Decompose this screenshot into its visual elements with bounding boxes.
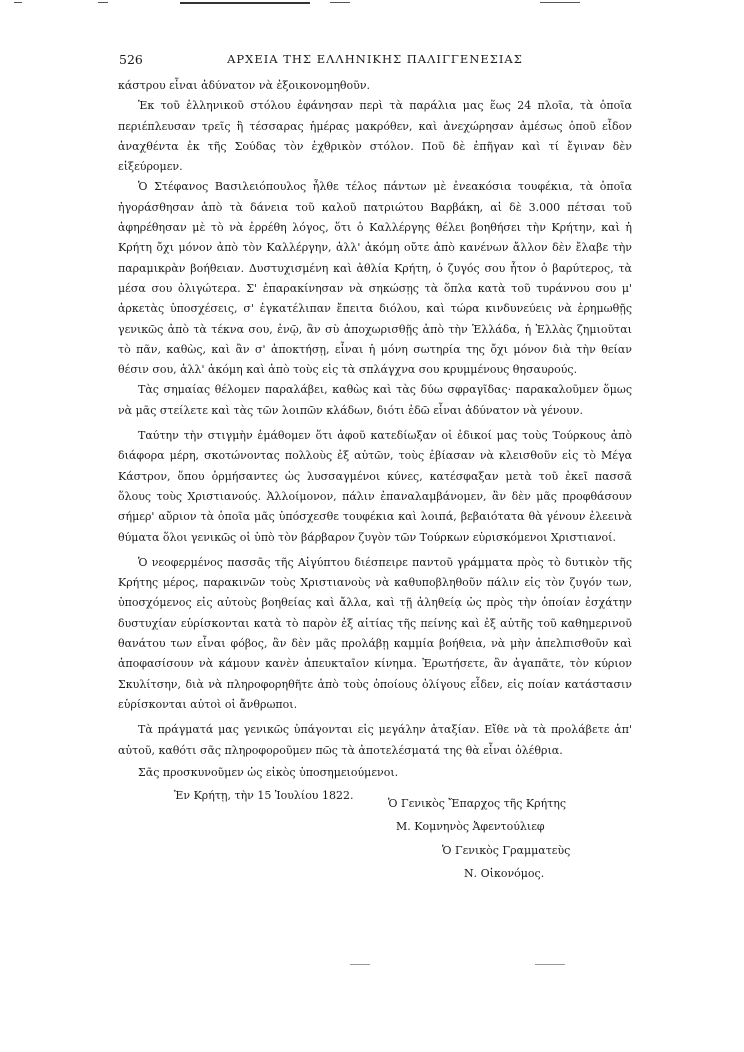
signature-title-secretary: Ὁ Γενικὸς Γραμματεὺς	[442, 843, 571, 857]
paragraph-egypt-pasha: Ὁ νεοφερμένος πασσᾶς τῆς Αἰγύπτου διέσπειρε παντοῦ γράμματα πρὸς τὸ δυτικὸν τῆς Κρήτης μέρος, παρακινῶν τοὺς Χριστιανοὺς νὰ καθυποβληθοῦν πάλιν εἰς τὸν ζυγόν των, ὑποσχόμενος εἰς αὐτοὺς βοηθείας καὶ ἄλλα, καὶ τῇ ἀληθείᾳ ὡς πρὸς τὴν ὁποίαν ἐσχάτην δυστυχίαν εὑρίσκονται κατὰ τὸ παρὸν ἐξ αἰτίας τῆς πείνης καὶ ἐξ αὐτῆς τοῦ καθημερινοῦ θανάτου των εἶναι φόβος, ἂν δὲν μᾶς προλάβῃ καμμία βοήθεια, νὰ μὴν ἀπελπισθοῦν καὶ ἀποφασίσουν νὰ κάμουν κανὲν ἀπευκταῖον κίνημα. Ἐρωτήσετε, ἂν ἀγαπᾶτε, τὸν κύριον Σκυλίτσην, διὰ νὰ πληροφορηθῆτε ἀπὸ τοὺς ὁποίους ὀλίγους εἶδεν, εἰς ποίαν κατάστασιν εὑρίσκονται αὐτοὶ οἱ ἄνθρωποι.	[118, 555, 632, 711]
paragraph-disorder: Τὰ πράγματά μας γενικῶς ὑπάγονται εἰς μεγάλην ἀταξίαν. Εἴθε νὰ τὰ προλάβετε ἀπ' αὐτοῦ, καθότι σᾶς πληροφοροῦμεν πῶς τὰ ἀποτελέσματά της θὰ εἶναι ὀλέθρια.	[118, 723, 632, 757]
signature-name-secretary: Ν. Οἰκονόμος.	[464, 867, 545, 881]
signature-block	[118, 792, 632, 886]
letter-body	[118, 76, 632, 806]
paragraph-greek-fleet: Ἐκ τοῦ ἑλληνικοῦ στόλου ἐφάνησαν περὶ τὰ παράλια μας ἕως 24 πλοῖα, τὰ ὁποῖα περιέπλευσαν τρεῖς ἢ τέσσαρας ἡμέρας μακρόθεν, καὶ ἀνεχώρησαν ἀμέσως ὁποῦ εἶδον ἀναχθέντα ἐκ τῆς Σούδας τὸν ἐχθρικὸν στόλον. Ποῦ δὲ ἐπῆγαν καὶ τί ἔγιναν δὲν εἰξεύρομεν.	[118, 99, 632, 174]
page-header	[119, 52, 631, 68]
signature-name-governor: Μ. Κομνηνὸς Ἀφεντούλιεφ	[396, 820, 545, 834]
dateline: Ἐν Κρήτῃ, τὴν 15 Ἰουλίου 1822.	[174, 789, 354, 803]
paragraph-flags-seals: Τὰς σημαίας θέλομεν παραλάβει, καθὼς καὶ τὰς δύω σφραγῖδας· παρακαλοῦμεν ὅμως νὰ μᾶς στείλετε καὶ τὰς τῶν λοιπῶν κλάδων, διότι ἐδῶ εἶναι ἀδύνατον νὰ γένουν.	[118, 383, 632, 417]
closing-line: Σᾶς προσκυνοῦμεν ὡς εἰκὸς ὑποσημειούμενοι.	[138, 765, 399, 779]
paragraph-megalo-kastro: Ταύτην τὴν στιγμὴν ἐμάθομεν ὅτι ἀφοῦ κατεδίωξαν οἱ ἐδικοί μας τοὺς Τούρκους ἀπὸ διάφορα μέρη, σκοτώνοντας πολλοὺς ἐξ αὐτῶν, τοὺς ἐβίασαν νὰ κλεισθοῦν εἰς τὸ Μέγα Κάστρον, ὅπου ὁρμήσαντες ὡς λυσσαγμένοι κύνες, κατέσφαξαν μετὰ τοῦ ἐκεῖ πασσᾶ ὅλους τοὺς Χριστιανούς. Ἀλλοίμονον, πάλιν ἐπαναλαμβάνομεν, ἂν δὲν μᾶς προφθάσουν σήμερ' αὔριον τὰ ὁποῖα μᾶς ὑπόσχεσθε τουφέκια καὶ λοιπά, βεβαιότατα θὰ γένουν ἐλεεινὰ θύματα ὅλοι γενικῶς οἱ ὑπὸ τὸν βάρβαρον ζυγὸν τῶν Τούρκων εὑρισκόμενοι Χριστιανοί.	[118, 429, 632, 544]
page-number: 526	[119, 52, 143, 67]
paragraph-stefanos: Ὁ Στέφανος Βασιλειόπουλος ἦλθε τέλος πάντων μὲ ἐνεακόσια τουφέκια, τὰ ὁποῖα ἠγοράσθησαν ἀπὸ τὰ δάνεια τοῦ καλοῦ πατριώτου Βαρβάκη, αἱ δὲ 3.000 πέτσαι τοῦ ἀφηρέθησαν μὲ τὸ νὰ ἐρρέθη λόγος, ὅτι ὁ Καλλέργης θέλει βοηθήσει τὴν Κρήτην, καὶ ἡ Κρήτη ὄχι μόνον ἀπὸ τὸν Καλλέργην, ἀλλ' ἀκόμη οὔτε ἀπὸ κανένων ἄλλον δὲν ἔλαβε τὴν παραμικρὰν βοήθειαν. Δυστυχισμένη καὶ ἀθλία Κρήτη, ὁ ζυγός σου ἦτον ὁ βαρύτερος, τὰ μέσα σου ὀλιγώτερα. Σ' ἐπαρακίνησαν νὰ σηκώσῃς τὰ ὅπλα κατὰ τοῦ τυράννου σου μ' ἀρκετὰς ὑποσχέσεις, σ' ἐγκατέλιπαν ἔπειτα διόλου, καὶ τώρα κινδυνεύεις νὰ ἐρημωθῇς γενικῶς ἀπὸ τὰ τέκνα σου, ἐνῷ, ἂν σὺ ἀποχωρισθῇς ἀπὸ τὴν Ἑλλάδα, ἡ Ἑλλὰς ζημιοῦται τὸ πᾶν, καθὼς, καὶ ἂν σ' ἀποκτήσῃ, εἶναι ἡ μόνη σωτηρία της ὄχι μόνον διὰ τὴν θείαν θέσιν σου, ἀλλ' ἀκόμη καὶ ἀπὸ τοὺς εἰς τὰ σπλάγχνα σου κρυμμένους θησαυρούς.	[118, 180, 632, 377]
paragraph-continuation: κάστρου εἶναι ἀδύνατον νὰ ἐξοικονομηθοῦν.	[118, 79, 371, 92]
signature-title-governor: Ὁ Γενικὸς Ἔπαρχος τῆς Κρήτης	[388, 797, 567, 810]
running-title: ΑΡΧΕΙΑ ΤΗΣ ΕΛΛΗΝΙΚΗΣ ΠΑΛΙΓΓΕΝΕΣΙΑΣ	[227, 52, 523, 66]
